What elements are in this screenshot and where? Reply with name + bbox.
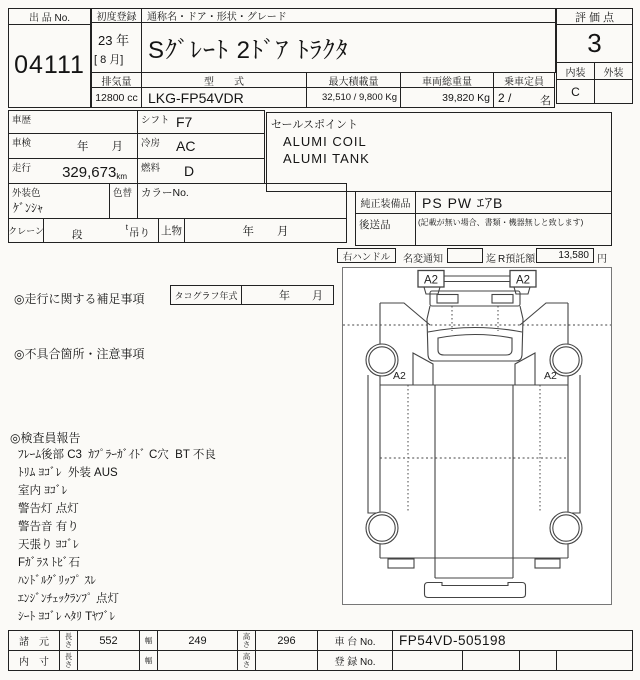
inspector-note-line: 天張り ﾖｺﾞﾚ <box>18 539 79 551</box>
score-label: 評 価 点 <box>556 8 633 25</box>
gvw-label: 車両総重量 <box>400 72 494 88</box>
inspector-note-line: ｴﾝｼﾞﾝﾁｪｯｸﾗﾝﾌﾟ 点灯 <box>18 593 119 605</box>
score-value: 3 <box>587 28 602 58</box>
registration-extra-cell <box>556 650 633 671</box>
body-value-cell <box>184 218 347 243</box>
spec-length: 552 <box>77 630 140 651</box>
width-label: 幅 <box>139 650 158 671</box>
lot-cell <box>8 8 91 108</box>
mileage-label: 走行 <box>12 163 32 174</box>
tachograph-value: 年 月 <box>279 290 323 302</box>
registration-extra-cell <box>462 650 520 671</box>
inspector-note-line: ﾄﾘﾑ ﾖｺﾞﾚ 外装 AUS <box>18 467 118 479</box>
crane-stage-label: 段 <box>72 229 83 241</box>
model-label: 型 式 <box>141 72 307 88</box>
later-items-label-cell <box>355 213 416 246</box>
inspector-note-line: ﾊﾝﾄﾞﾙｸﾞﾘｯﾌﾟ ｽﾚ <box>18 575 96 587</box>
length-label: 長さ <box>59 650 78 671</box>
exterior-color-value: ｹﾞﾝｼｬ <box>13 201 44 215</box>
interior-label: 内装 <box>556 62 595 80</box>
inner-height-cell <box>255 650 318 671</box>
recycle-deposit-box <box>536 248 594 263</box>
spec-row-label: 諸 元 <box>8 630 60 651</box>
rename-notice-box <box>447 248 483 263</box>
handle-badge: 右ハンドル <box>337 248 396 263</box>
first-registration-year: 23 年 <box>98 33 130 48</box>
inner-row-label: 内 寸 <box>8 650 60 671</box>
rename-notice-label: 名変通知 <box>403 254 443 265</box>
color-change-label: 色替 <box>113 188 133 199</box>
later-items-note: (記載が無い場合、書類・機器無しと致します) <box>418 218 584 227</box>
exterior-label: 外装 <box>594 62 633 80</box>
registration-no-cell <box>392 650 463 671</box>
body-label-cell: 上物 <box>158 218 185 243</box>
inspector-note-line: Fｶﾞﾗｽ ﾄﾋﾞ石 <box>18 557 80 569</box>
fuel-cell <box>137 158 265 184</box>
inner-length-cell <box>77 650 140 671</box>
currency-label: 円 <box>597 254 607 265</box>
body-value: 年 月 <box>242 225 289 238</box>
inspector-note-line: 警告灯 点灯 <box>18 503 79 515</box>
fuel-value: D <box>184 163 195 179</box>
inspection-cell <box>8 133 138 159</box>
lot-label: 出 品 No. <box>9 9 90 25</box>
length-label: 長さ <box>59 630 78 651</box>
damage-mark: A2 <box>393 370 406 382</box>
tachograph-label: タコグラフ年式 <box>170 285 242 305</box>
history-cell <box>8 110 138 134</box>
chassis-no: FP54VD-505198 <box>399 633 507 648</box>
exterior-grade <box>595 80 632 103</box>
height-label: 高さ <box>237 650 256 671</box>
width-label: 幅 <box>139 630 158 651</box>
ac-cell <box>137 133 265 159</box>
crane-ton-unit: t <box>125 223 128 232</box>
sales-point-line: ALUMI TANK <box>283 151 370 166</box>
inspector-note-line: ﾌﾚｰﾑ後部 C3 ｶﾌﾟﾗｰｶﾞｲﾄﾞ C穴 BT 不良 <box>18 449 216 461</box>
inner-width-cell <box>157 650 238 671</box>
vehicle-name-value <box>141 22 556 73</box>
damage-mark: A2 <box>515 274 531 287</box>
recycle-deposit-amount: 13,580 <box>558 250 589 261</box>
defect-title: ◎不具合箇所・注意事項 <box>14 347 145 361</box>
oem-equipment-label: 純正装備品 <box>355 191 416 214</box>
color-no-label: カラーNo. <box>141 187 189 199</box>
sales-points-title: セールスポイント <box>271 119 359 131</box>
inspector-note-line: ｼｰﾄ ﾖｺﾞﾚ ﾍﾀﾘ Tﾔﾌﾞﾚ <box>18 611 116 623</box>
damage-mark: A2 <box>544 370 557 382</box>
history-label: 車歴 <box>12 115 32 126</box>
until-label: 迄 <box>486 254 496 265</box>
first-registration-label: 初度登録 <box>91 8 142 23</box>
mileage-cell <box>8 158 138 184</box>
interior-grade: C <box>571 84 580 99</box>
inspector-note-line: 警告音 有り <box>18 521 79 533</box>
oem-equipment-value: PS PW ｴｱB <box>422 194 504 211</box>
vehicle-name-label: 通称名・ドア・形状・グレード <box>141 8 556 23</box>
displacement-label: 排気量 <box>91 72 142 88</box>
mileage-value: 329,673 <box>62 164 117 181</box>
fuel-label: 燃料 <box>141 163 161 174</box>
lot-number: 04111 <box>14 51 85 79</box>
shift-cell <box>137 110 265 134</box>
displacement-value: 12800 cc <box>91 87 142 108</box>
vehicle-title: Sｸﾞﾚｰﾄ 2ﾄﾞｱ ﾄﾗｸﾀ <box>148 37 349 64</box>
capacity-label: 乗車定員 <box>493 72 555 88</box>
first-registration-month: [ 8 月] <box>94 54 124 66</box>
ac-value: AC <box>176 138 196 154</box>
registration-extra-cell <box>519 650 557 671</box>
oem-equipment-cell <box>415 191 612 214</box>
capacity-value: 2 / <box>498 91 512 105</box>
inspector-report-title: ◎検査員報告 <box>10 431 81 445</box>
score-cell <box>556 24 633 63</box>
model-code: LKG-FP54VDR <box>148 89 244 106</box>
crane-lift-label <box>126 225 150 240</box>
interior-grade-cell <box>556 79 595 104</box>
capacity-unit: 名 <box>540 95 551 107</box>
exterior-color-cell <box>8 183 110 219</box>
mileage-note-title: ◎走行に関する補足事項 <box>14 292 145 306</box>
registration-no-label: 登 録 No. <box>317 650 393 671</box>
later-items-cell <box>415 213 612 246</box>
color-change-cell <box>109 183 138 219</box>
damage-mark: A2 <box>423 274 439 287</box>
height-label: 高さ <box>237 630 256 651</box>
payload-value-cell <box>306 87 401 108</box>
sales-point-line: ALUMI COIL <box>283 134 367 149</box>
spec-width: 249 <box>157 630 238 651</box>
first-registration-value <box>91 22 142 73</box>
crane-label-cell: クレーン <box>8 218 44 243</box>
ac-label: 冷房 <box>141 138 161 149</box>
model-value-cell <box>141 87 307 108</box>
payload-label: 最大積載量 <box>306 72 401 88</box>
capacity-value-cell <box>493 87 555 108</box>
later-items-label: 後送品 <box>359 219 391 231</box>
inspector-note-line: 室内 ﾖｺﾞﾚ <box>18 485 68 497</box>
crane-value-cell <box>43 218 159 243</box>
vehicle-diagram <box>342 267 612 605</box>
shift-label: シフト <box>141 115 170 126</box>
exterior-color-label: 外装色 <box>12 188 41 199</box>
crane-lift-text: 吊り <box>129 227 150 239</box>
inspection-value: 年 月 <box>77 141 123 153</box>
inspection-label: 車検 <box>12 138 32 149</box>
spec-height: 296 <box>255 630 318 651</box>
chassis-no-cell <box>392 630 633 651</box>
exterior-grade-cell <box>594 79 633 104</box>
inspector-report-list <box>18 446 340 626</box>
tachograph-value-cell <box>241 285 334 305</box>
mileage-unit: km <box>116 172 127 181</box>
shift-value: F7 <box>176 114 193 130</box>
payload-value: 32,510 / 9,800 Kg <box>321 92 397 103</box>
sales-points-box <box>266 112 612 192</box>
gvw-value: 39,820 Kg <box>442 91 490 104</box>
chassis-no-label: 車 台 No. <box>317 630 393 651</box>
recycle-deposit-label: R預託額 <box>498 254 536 265</box>
gvw-value-cell <box>400 87 494 108</box>
